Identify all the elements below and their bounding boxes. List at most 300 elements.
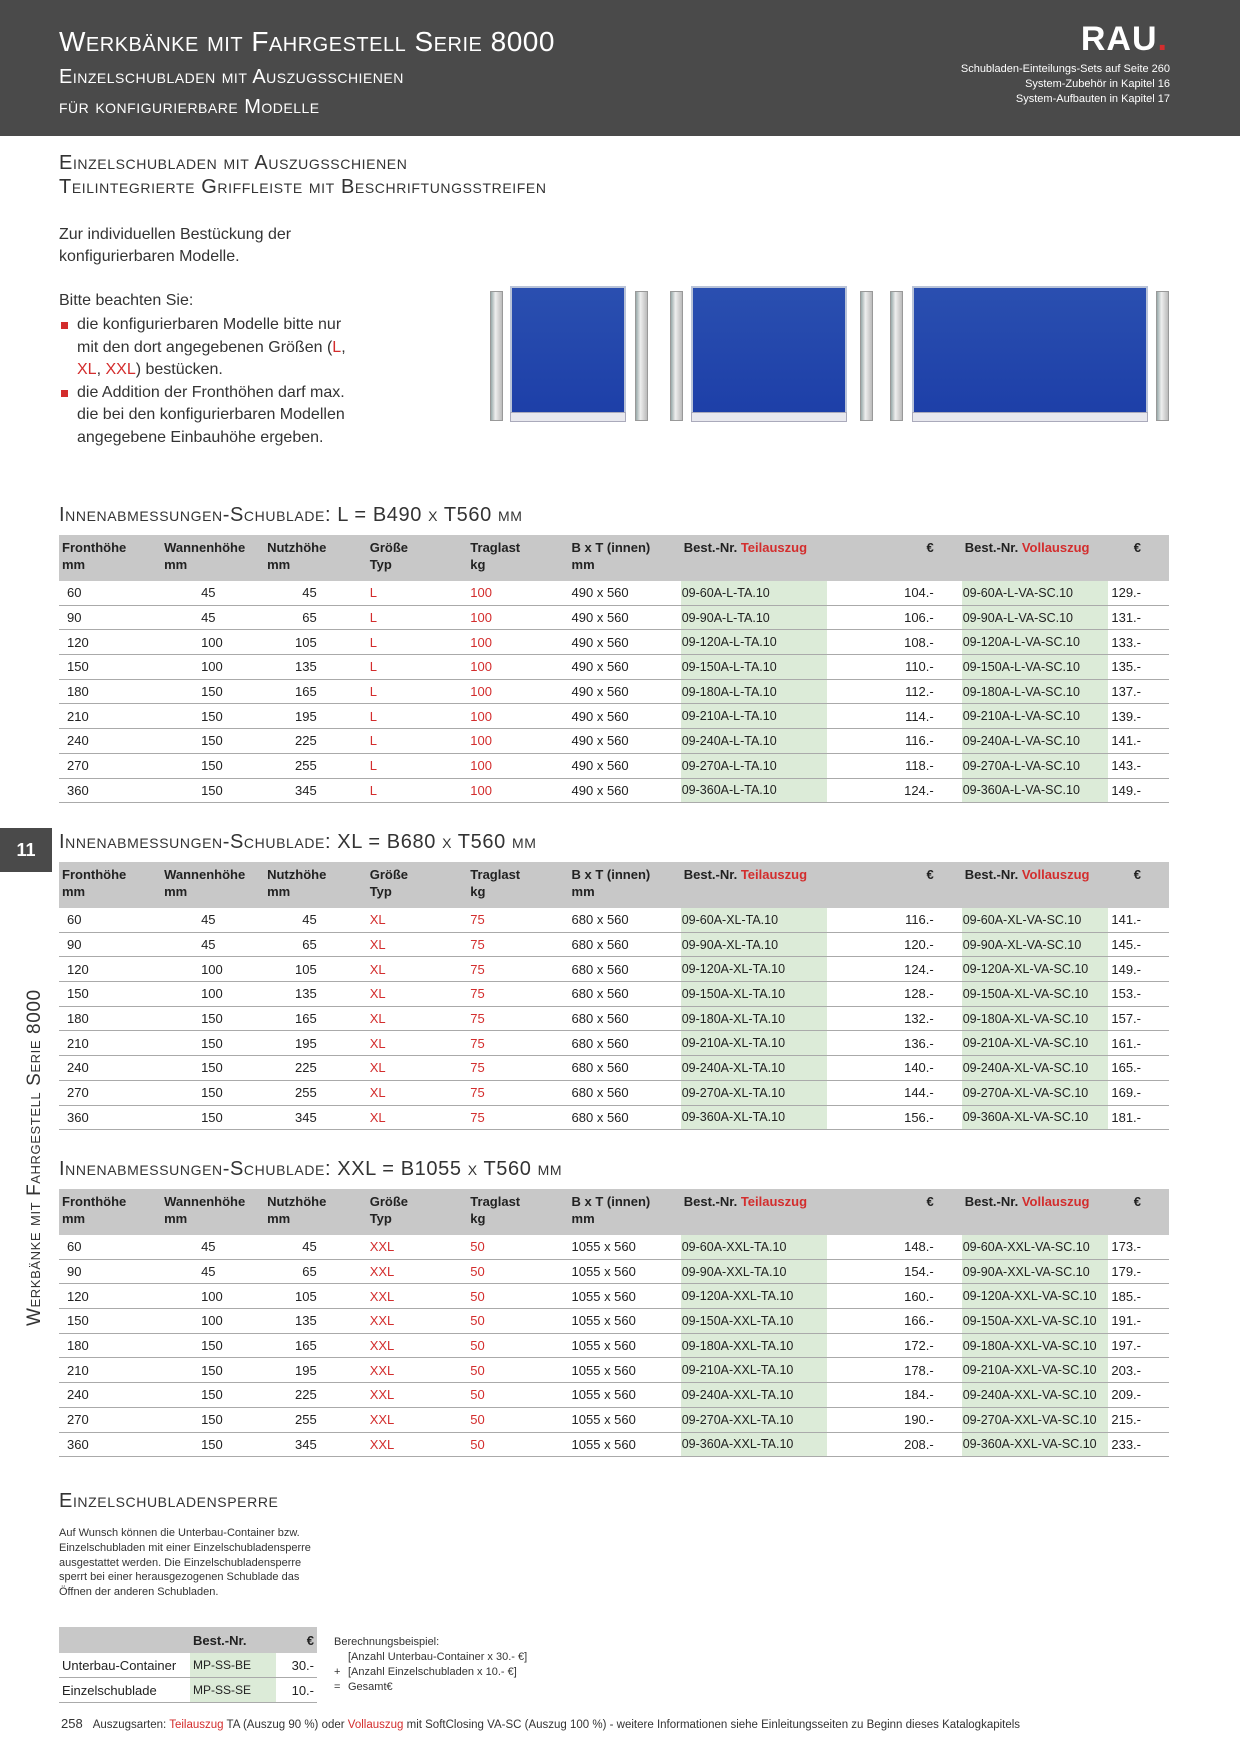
tray-height: 150 — [161, 1407, 264, 1432]
article-teilauszug: 09-120A-XXL-TA.10 — [681, 1284, 828, 1309]
drawer-table-xxl — [59, 1189, 1169, 1457]
price-teilauszug: 184.- — [827, 1383, 962, 1408]
note-item: die konfigurierbaren Modelle bitte nur mit den dort angegebenen Größen (L, XL, XXL) bestücken. — [59, 314, 359, 382]
table-row — [59, 630, 1169, 655]
usable-height: 255 — [264, 1407, 367, 1432]
column-header-teilauszug: Best.-Nr. Teilauszug — [681, 535, 828, 581]
column-header-euro: € — [1108, 535, 1169, 581]
column-header: Nutzhöhe mm — [264, 535, 367, 581]
article-teilauszug: 09-180A-XL-TA.10 — [681, 1006, 828, 1031]
article-teilauszug: 09-210A-L-TA.10 — [681, 704, 828, 729]
calc-line: [Anzahl Einzelschubladen x 10.- €] — [348, 1666, 517, 1678]
price-vollauszug: 137.- — [1108, 679, 1169, 704]
usable-height: 135 — [264, 982, 367, 1007]
usable-height: 45 — [264, 1235, 367, 1259]
size-type: XXL — [367, 1309, 468, 1334]
tray-height: 150 — [161, 729, 264, 754]
inner-dimensions: 490 x 560 — [569, 605, 681, 630]
page-number: 258 — [61, 1716, 83, 1731]
column-header-vollauszug: Best.-Nr. Vollauszug — [962, 862, 1109, 908]
lock-title: Einzelschubladensperre — [59, 1490, 279, 1512]
load-capacity: 75 — [467, 1056, 568, 1081]
tray-height: 45 — [161, 908, 264, 932]
front-height: 210 — [59, 704, 161, 729]
article-vollauszug: 09-270A-XXL-VA-SC.10 — [962, 1407, 1109, 1432]
tray-height: 45 — [161, 1235, 264, 1259]
tray-height: 150 — [161, 778, 264, 803]
size-type: XL — [367, 1056, 468, 1081]
article-teilauszug: 09-360A-XL-TA.10 — [681, 1105, 828, 1130]
load-capacity: 100 — [467, 729, 568, 754]
front-height: 360 — [59, 1105, 161, 1130]
load-capacity: 100 — [467, 605, 568, 630]
size-type: L — [367, 655, 468, 680]
column-header: Traglast kg — [467, 535, 568, 581]
load-capacity: 75 — [467, 932, 568, 957]
tray-height: 45 — [161, 932, 264, 957]
size-type: L — [367, 753, 468, 778]
header-subtitle-1: Einzelschubladen mit Auszugsschienen — [59, 66, 404, 88]
load-capacity: 50 — [467, 1432, 568, 1457]
tray-height: 100 — [161, 957, 264, 982]
tray-height: 150 — [161, 704, 264, 729]
usable-height: 45 — [264, 581, 367, 605]
price-vollauszug: 145.- — [1108, 932, 1169, 957]
price-vollauszug: 181.- — [1108, 1105, 1169, 1130]
table-row: Unterbau-Container MP-SS-BE 30.- — [59, 1653, 317, 1678]
drawer-xl-image — [691, 286, 847, 416]
price-teilauszug: 166.- — [827, 1309, 962, 1334]
size-type: XXL — [367, 1235, 468, 1259]
header-subtitle-2: für konfigurierbare Modelle — [59, 96, 320, 118]
front-height: 210 — [59, 1031, 161, 1056]
table-row — [59, 1031, 1169, 1056]
drawer-xxl-image — [912, 286, 1148, 416]
price-vollauszug: 133.- — [1108, 630, 1169, 655]
price-vollauszug: 191.- — [1108, 1309, 1169, 1334]
price-vollauszug: 233.- — [1108, 1432, 1169, 1457]
article-vollauszug: 09-60A-L-VA-SC.10 — [962, 581, 1109, 605]
load-capacity: 75 — [467, 1080, 568, 1105]
article-vollauszug: 09-360A-XXL-VA-SC.10 — [962, 1432, 1109, 1457]
tray-height: 150 — [161, 1031, 264, 1056]
usable-height: 195 — [264, 1358, 367, 1383]
column-header-euro: € — [827, 535, 962, 581]
size-type: XXL — [367, 1333, 468, 1358]
article-teilauszug: 09-180A-XXL-TA.10 — [681, 1333, 828, 1358]
load-capacity: 50 — [467, 1383, 568, 1408]
price-teilauszug: 112.- — [827, 679, 962, 704]
article-teilauszug: 09-60A-L-TA.10 — [681, 581, 828, 605]
column-header-teilauszug: Best.-Nr. Teilauszug — [681, 1189, 828, 1235]
tray-height: 100 — [161, 1284, 264, 1309]
column-header: Größe Typ — [367, 1189, 468, 1235]
inner-dimensions: 490 x 560 — [569, 753, 681, 778]
note-item: die Addition der Fronthöhen darf max. die bei den konfigurierbaren Modellen angegebene Einbauhöhe ergeben. — [59, 382, 359, 450]
table-row — [59, 982, 1169, 1007]
front-height: 180 — [59, 1333, 161, 1358]
table-row: Einzelschublade MP-SS-SE 10.- — [59, 1678, 317, 1703]
inner-dimensions: 680 x 560 — [569, 1105, 681, 1130]
rau-logo: RAU. — [1080, 20, 1168, 58]
tray-height: 100 — [161, 1309, 264, 1334]
inner-dimensions: 680 x 560 — [569, 957, 681, 982]
table-xl-title: Innenabmessungen-Schublade: XL = B680 x T560 mm — [59, 831, 537, 853]
article-teilauszug: 09-210A-XL-TA.10 — [681, 1031, 828, 1056]
column-header: B x T (innen) mm — [569, 535, 681, 581]
inner-dimensions: 680 x 560 — [569, 1056, 681, 1081]
price-vollauszug: 179.- — [1108, 1259, 1169, 1284]
price-vollauszug: 153.- — [1108, 982, 1169, 1007]
front-height: 360 — [59, 778, 161, 803]
table-row — [59, 1056, 1169, 1081]
inner-dimensions: 490 x 560 — [569, 704, 681, 729]
column-header-vollauszug: Best.-Nr. Vollauszug — [962, 535, 1109, 581]
price-teilauszug: 178.- — [827, 1358, 962, 1383]
article-vollauszug: 09-90A-XXL-VA-SC.10 — [962, 1259, 1109, 1284]
usable-height: 255 — [264, 753, 367, 778]
front-height: 60 — [59, 581, 161, 605]
load-capacity: 50 — [467, 1235, 568, 1259]
price-teilauszug: 136.- — [827, 1031, 962, 1056]
load-capacity: 100 — [467, 581, 568, 605]
article-vollauszug: 09-120A-XL-VA-SC.10 — [962, 957, 1109, 982]
size-type: XXL — [367, 1432, 468, 1457]
load-capacity: 50 — [467, 1407, 568, 1432]
drawer-table-xl — [59, 862, 1169, 1130]
price-teilauszug: 172.- — [827, 1333, 962, 1358]
rail-image — [490, 291, 503, 421]
column-header: Nutzhöhe mm — [264, 1189, 367, 1235]
price-vollauszug: 173.- — [1108, 1235, 1169, 1259]
lock-description: Auf Wunsch können die Unterbau-Container bzw. Einzelschubladen mit einer Einzelschubladensperre ausgestattet werden. Die Einzelschubladensperre sperrt bei einer herausgezogenen Schublade das Öffnen der anderen Schubladen. — [59, 1527, 311, 1599]
table-row — [59, 655, 1169, 680]
lock-table — [59, 1627, 317, 1703]
usable-height: 105 — [264, 957, 367, 982]
article-teilauszug: 09-240A-XL-TA.10 — [681, 1056, 828, 1081]
column-header: Wannenhöhe mm — [161, 862, 264, 908]
load-capacity: 75 — [467, 982, 568, 1007]
inner-dimensions: 680 x 560 — [569, 982, 681, 1007]
front-height: 240 — [59, 1056, 161, 1081]
usable-height: 195 — [264, 704, 367, 729]
front-height: 150 — [59, 982, 161, 1007]
front-height: 180 — [59, 1006, 161, 1031]
table-xxl-title: Innenabmessungen-Schublade: XXL = B1055 x T560 mm — [59, 1158, 563, 1180]
usable-height: 345 — [264, 1432, 367, 1457]
calc-line: [Anzahl Unterbau-Container x 30.- €] — [348, 1651, 528, 1663]
info-line: System-Aufbauten in Kapitel 17 — [1015, 93, 1170, 105]
usable-height: 345 — [264, 1105, 367, 1130]
column-header-teilauszug: Best.-Nr. Teilauszug — [681, 862, 828, 908]
load-capacity: 100 — [467, 753, 568, 778]
table-row — [59, 1309, 1169, 1334]
chapter-number: 11 — [0, 828, 52, 872]
price-teilauszug: 144.- — [827, 1080, 962, 1105]
inner-dimensions: 1055 x 560 — [569, 1309, 681, 1334]
load-capacity: 100 — [467, 704, 568, 729]
tray-height: 150 — [161, 1056, 264, 1081]
intro-line: Zur individuellen Bestückung der — [59, 226, 292, 243]
column-header-vollauszug: Best.-Nr. Vollauszug — [962, 1189, 1109, 1235]
article-teilauszug: 09-360A-XXL-TA.10 — [681, 1432, 828, 1457]
info-line: System-Zubehör in Kapitel 16 — [1025, 78, 1170, 90]
price-teilauszug: 190.- — [827, 1407, 962, 1432]
notes-heading: Bitte beachten Sie: — [59, 292, 194, 309]
article-vollauszug: 09-150A-XL-VA-SC.10 — [962, 982, 1109, 1007]
load-capacity: 75 — [467, 1105, 568, 1130]
inner-dimensions: 1055 x 560 — [569, 1284, 681, 1309]
lock-head-euro: € — [276, 1627, 317, 1653]
rail-image — [1156, 291, 1169, 421]
price-teilauszug: 116.- — [827, 729, 962, 754]
usable-height: 45 — [264, 908, 367, 932]
tray-height: 45 — [161, 1259, 264, 1284]
article-vollauszug: 09-60A-XXL-VA-SC.10 — [962, 1235, 1109, 1259]
front-height: 120 — [59, 957, 161, 982]
calc-line: Gesamt€ — [348, 1681, 393, 1693]
price-teilauszug: 148.- — [827, 1235, 962, 1259]
size-type: XXL — [367, 1284, 468, 1309]
inner-dimensions: 490 x 560 — [569, 729, 681, 754]
tray-height: 150 — [161, 1358, 264, 1383]
usable-height: 165 — [264, 1006, 367, 1031]
info-line: Schubladen-Einteilungs-Sets auf Seite 260 — [960, 63, 1170, 75]
price-teilauszug: 114.- — [827, 704, 962, 729]
usable-height: 165 — [264, 679, 367, 704]
table-row — [59, 778, 1169, 803]
size-type: XL — [367, 1080, 468, 1105]
column-header: Traglast kg — [467, 862, 568, 908]
usable-height: 225 — [264, 1056, 367, 1081]
usable-height: 165 — [264, 1333, 367, 1358]
lock-head-best: Best.-Nr. — [190, 1627, 276, 1653]
tray-height: 100 — [161, 982, 264, 1007]
table-row — [59, 1259, 1169, 1284]
column-header: B x T (innen) mm — [569, 862, 681, 908]
size-type: XL — [367, 1031, 468, 1056]
price-vollauszug: 149.- — [1108, 778, 1169, 803]
size-type: XL — [367, 1105, 468, 1130]
table-row — [59, 1284, 1169, 1309]
front-height: 90 — [59, 605, 161, 630]
article-teilauszug: 09-60A-XL-TA.10 — [681, 908, 828, 932]
article-teilauszug: 09-270A-XXL-TA.10 — [681, 1407, 828, 1432]
load-capacity: 50 — [467, 1358, 568, 1383]
table-row — [59, 1105, 1169, 1130]
price-teilauszug: 208.- — [827, 1432, 962, 1457]
front-height: 120 — [59, 1284, 161, 1309]
intro-line: konfigurierbaren Modelle. — [59, 248, 240, 265]
table-l-title: Innenabmessungen-Schublade: L = B490 x T560 mm — [59, 504, 523, 526]
front-height: 90 — [59, 932, 161, 957]
table-row — [59, 1432, 1169, 1457]
article-vollauszug: 09-270A-L-VA-SC.10 — [962, 753, 1109, 778]
price-teilauszug: 110.- — [827, 655, 962, 680]
article-teilauszug: 09-60A-XXL-TA.10 — [681, 1235, 828, 1259]
table-row — [59, 932, 1169, 957]
article-vollauszug: 09-180A-XL-VA-SC.10 — [962, 1006, 1109, 1031]
inner-dimensions: 1055 x 560 — [569, 1358, 681, 1383]
tray-height: 45 — [161, 605, 264, 630]
price-vollauszug: 185.- — [1108, 1284, 1169, 1309]
price-teilauszug: 156.- — [827, 1105, 962, 1130]
price-teilauszug: 116.- — [827, 908, 962, 932]
size-type: L — [367, 729, 468, 754]
inner-dimensions: 490 x 560 — [569, 655, 681, 680]
article-vollauszug: 09-180A-L-VA-SC.10 — [962, 679, 1109, 704]
table-row — [59, 704, 1169, 729]
table-row — [59, 753, 1169, 778]
page-footer: 258 Auszugsarten: Teilauszug TA (Auszug 90 %) oder Vollauszug mit SoftClosing VA-SC (Auszug 100 %) - weitere Informationen siehe Einleitungsseiten zu Beginn dieses Katalogkapitels — [61, 1716, 1021, 1731]
inner-dimensions: 1055 x 560 — [569, 1432, 681, 1457]
load-capacity: 100 — [467, 679, 568, 704]
tray-height: 150 — [161, 1432, 264, 1457]
size-type: L — [367, 630, 468, 655]
table-row — [59, 1383, 1169, 1408]
load-capacity: 50 — [467, 1284, 568, 1309]
article-vollauszug: 09-360A-XL-VA-SC.10 — [962, 1105, 1109, 1130]
article-teilauszug: 09-120A-XL-TA.10 — [681, 957, 828, 982]
load-capacity: 100 — [467, 778, 568, 803]
inner-dimensions: 680 x 560 — [569, 932, 681, 957]
load-capacity: 100 — [467, 630, 568, 655]
table-row — [59, 1333, 1169, 1358]
tray-height: 100 — [161, 630, 264, 655]
front-height: 270 — [59, 1080, 161, 1105]
price-teilauszug: 132.- — [827, 1006, 962, 1031]
article-teilauszug: 09-120A-L-TA.10 — [681, 630, 828, 655]
front-height: 60 — [59, 908, 161, 932]
column-header: Fronthöhe mm — [59, 862, 161, 908]
table-header-row — [59, 1189, 1169, 1235]
table-row — [59, 729, 1169, 754]
front-height: 60 — [59, 1235, 161, 1259]
page-header — [0, 0, 1240, 136]
section-title-2: Teilintegrierte Griffleiste mit Beschriftungsstreifen — [59, 176, 547, 198]
load-capacity: 50 — [467, 1333, 568, 1358]
front-height: 270 — [59, 1407, 161, 1432]
price-vollauszug: 141.- — [1108, 729, 1169, 754]
usable-height: 65 — [264, 1259, 367, 1284]
tray-height: 150 — [161, 1105, 264, 1130]
tray-height: 100 — [161, 655, 264, 680]
size-type: XL — [367, 982, 468, 1007]
price-teilauszug: 118.- — [827, 753, 962, 778]
inner-dimensions: 1055 x 560 — [569, 1407, 681, 1432]
article-vollauszug: 09-210A-XL-VA-SC.10 — [962, 1031, 1109, 1056]
table-row — [59, 605, 1169, 630]
size-type: XL — [367, 908, 468, 932]
price-vollauszug: 203.- — [1108, 1358, 1169, 1383]
article-vollauszug: 09-210A-L-VA-SC.10 — [962, 704, 1109, 729]
inner-dimensions: 490 x 560 — [569, 778, 681, 803]
tray-height: 45 — [161, 581, 264, 605]
table-row — [59, 1407, 1169, 1432]
column-header: Größe Typ — [367, 535, 468, 581]
front-height: 240 — [59, 1383, 161, 1408]
front-height: 360 — [59, 1432, 161, 1457]
article-teilauszug: 09-240A-XXL-TA.10 — [681, 1383, 828, 1408]
price-teilauszug: 128.- — [827, 982, 962, 1007]
article-vollauszug: 09-120A-L-VA-SC.10 — [962, 630, 1109, 655]
table-row — [59, 1080, 1169, 1105]
column-header: Wannenhöhe mm — [161, 535, 264, 581]
price-vollauszug: 215.- — [1108, 1407, 1169, 1432]
price-vollauszug: 149.- — [1108, 957, 1169, 982]
article-vollauszug: 09-60A-XL-VA-SC.10 — [962, 908, 1109, 932]
usable-height: 135 — [264, 655, 367, 680]
article-teilauszug: 09-360A-L-TA.10 — [681, 778, 828, 803]
load-capacity: 50 — [467, 1309, 568, 1334]
price-vollauszug: 131.- — [1108, 605, 1169, 630]
rail-image — [670, 291, 683, 421]
column-header-euro: € — [1108, 1189, 1169, 1235]
table-row — [59, 1235, 1169, 1259]
table-row — [59, 1006, 1169, 1031]
size-type: XXL — [367, 1259, 468, 1284]
front-height: 120 — [59, 630, 161, 655]
size-type: XL — [367, 1006, 468, 1031]
article-teilauszug: 09-240A-L-TA.10 — [681, 729, 828, 754]
column-header: Größe Typ — [367, 862, 468, 908]
tray-height: 150 — [161, 1080, 264, 1105]
article-vollauszug: 09-150A-XXL-VA-SC.10 — [962, 1309, 1109, 1334]
front-height: 210 — [59, 1358, 161, 1383]
load-capacity: 75 — [467, 908, 568, 932]
table-row — [59, 908, 1169, 932]
column-header: Fronthöhe mm — [59, 1189, 161, 1235]
front-height: 240 — [59, 729, 161, 754]
inner-dimensions: 490 x 560 — [569, 581, 681, 605]
article-vollauszug: 09-240A-L-VA-SC.10 — [962, 729, 1109, 754]
rail-image — [890, 291, 903, 421]
header-title: Werkbänke mit Fahrgestell Serie 8000 — [59, 26, 555, 57]
price-vollauszug: 209.- — [1108, 1383, 1169, 1408]
inner-dimensions: 490 x 560 — [569, 630, 681, 655]
article-vollauszug: 09-360A-L-VA-SC.10 — [962, 778, 1109, 803]
front-height: 270 — [59, 753, 161, 778]
column-header: Traglast kg — [467, 1189, 568, 1235]
column-header-euro: € — [1108, 862, 1169, 908]
price-teilauszug: 104.- — [827, 581, 962, 605]
front-height: 90 — [59, 1259, 161, 1284]
article-teilauszug: 09-90A-XXL-TA.10 — [681, 1259, 828, 1284]
article-vollauszug: 09-90A-XL-VA-SC.10 — [962, 932, 1109, 957]
column-header-euro: € — [827, 862, 962, 908]
usable-height: 225 — [264, 729, 367, 754]
chapter-side-title: Werkbänke mit Fahrgestell Serie 8000 — [24, 989, 45, 1326]
inner-dimensions: 680 x 560 — [569, 1080, 681, 1105]
drawer-table-l — [59, 535, 1169, 803]
article-vollauszug: 09-120A-XXL-VA-SC.10 — [962, 1284, 1109, 1309]
size-type: XXL — [367, 1358, 468, 1383]
header-info — [961, 62, 1170, 107]
article-teilauszug: 09-150A-XL-TA.10 — [681, 982, 828, 1007]
size-type: XL — [367, 932, 468, 957]
article-vollauszug: 09-180A-XXL-VA-SC.10 — [962, 1333, 1109, 1358]
price-teilauszug: 108.- — [827, 630, 962, 655]
inner-dimensions: 1055 x 560 — [569, 1333, 681, 1358]
article-teilauszug: 09-90A-L-TA.10 — [681, 605, 828, 630]
intro-text — [59, 224, 291, 268]
price-vollauszug: 129.- — [1108, 581, 1169, 605]
inner-dimensions: 1055 x 560 — [569, 1259, 681, 1284]
inner-dimensions: 1055 x 560 — [569, 1383, 681, 1408]
price-vollauszug: 157.- — [1108, 1006, 1169, 1031]
column-header: Fronthöhe mm — [59, 535, 161, 581]
size-type: XL — [367, 957, 468, 982]
